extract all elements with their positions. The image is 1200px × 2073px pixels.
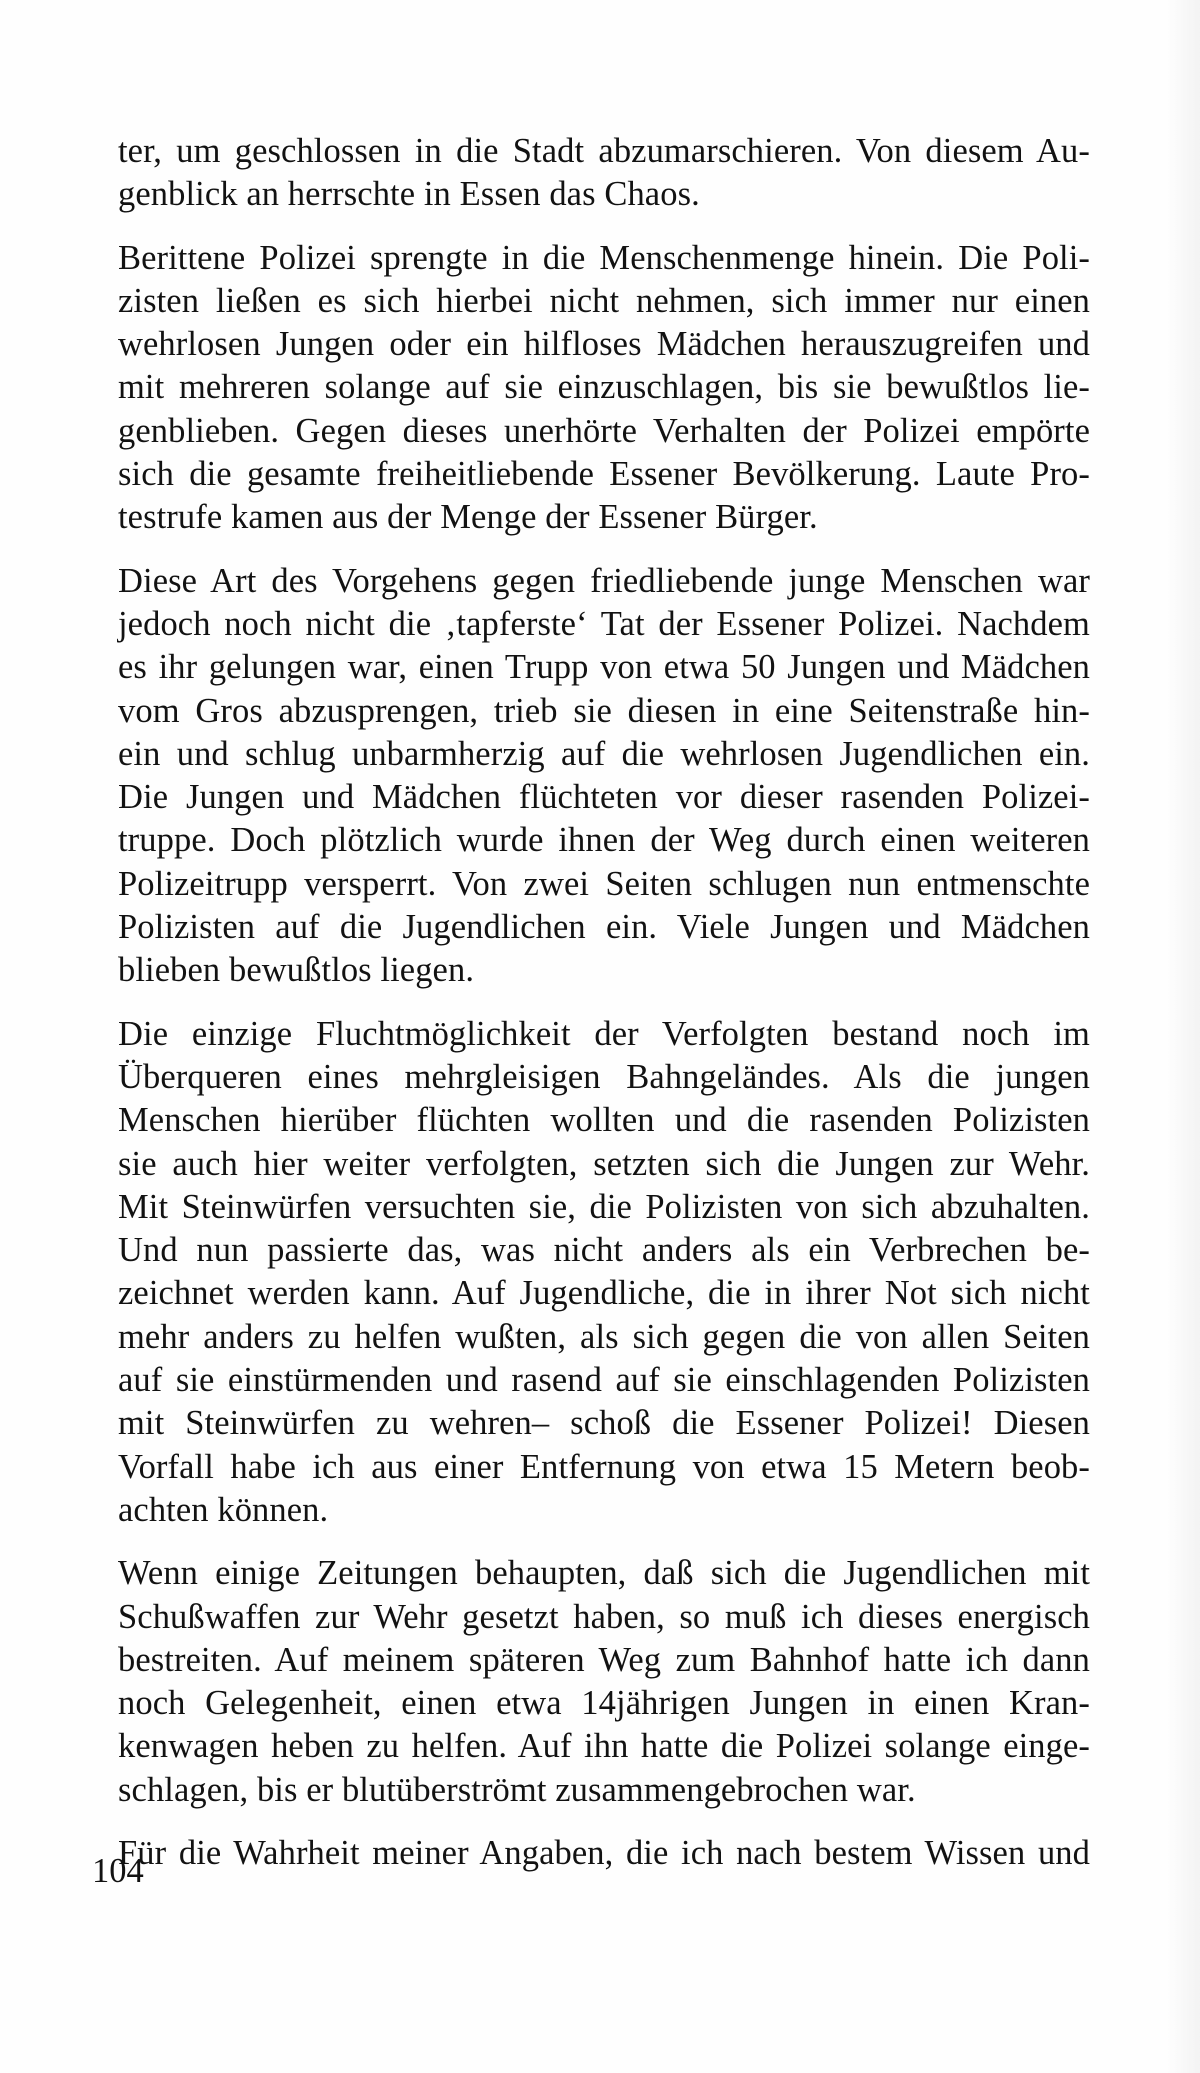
text-line: Polizeitrupp versperrt. Von zwei Seiten schlugen nun entmenschte (118, 864, 1090, 903)
page-number: 104 (92, 1852, 144, 1890)
text-line: kenwagen heben zu helfen. Auf ihn hatte die Polizei solange einge- (118, 1727, 1090, 1766)
text-line: Für die Wahrheit meiner Angaben, die ich nach bestem Wissen und (118, 1833, 1090, 1872)
text-line: genblieben. Gegen dieses unerhörte Verhalten der Polizei empörte (118, 411, 1090, 450)
text-line: Die Jungen und Mädchen flüchteten vor dieser rasenden Polizei- (118, 778, 1090, 817)
text-line: Die einzige Fluchtmöglichkeit der Verfolgten bestand noch im (118, 1014, 1090, 1053)
text-line: vom Gros abzusprengen, trieb sie diesen in eine Seitenstraße hin- (118, 691, 1090, 730)
text-line: zisten ließen es sich hierbei nicht nehmen, sich immer nur einen (118, 281, 1090, 320)
text-line: Diese Art des Vorgehens gegen friedliebende junge Menschen war (118, 561, 1090, 600)
text-line: ein und schlug unbarmherzig auf die wehrlosen Jugendlichen ein. (118, 734, 1090, 773)
paragraph (118, 1832, 1090, 1875)
text-line: sie auch hier weiter verfolgten, setzten sich die Jungen zur Wehr. (118, 1144, 1090, 1183)
text-line: ter, um geschlossen in die Stadt abzumarschieren. Von diesem Au- (118, 132, 1090, 170)
text-line: schlagen, bis er blutüberströmt zusammengebrochen war. (118, 1770, 916, 1809)
paragraph (118, 1013, 1090, 1533)
text-line: Polizisten auf die Jugendlichen ein. Viele Jungen und Mädchen (118, 908, 1090, 947)
page-edge-shading (1166, 0, 1200, 2073)
text-line: auf sie einstürmenden und rasend auf sie einschlagenden Polizisten (118, 1361, 1090, 1400)
text-line: testrufe kamen aus der Menge der Essener Bürger. (118, 498, 818, 537)
text-line: mehr anders zu helfen wußten, als sich gegen die von allen Seiten (118, 1317, 1090, 1356)
text-line: Schußwaffen zur Wehr gesetzt haben, so muß ich dieses energisch (118, 1597, 1090, 1636)
text-line: blieben bewußtlos liegen. (118, 951, 475, 990)
text-line: wehrlosen Jungen oder ein hilfloses Mädchen herauszugreifen und (118, 325, 1090, 364)
text-line: bestreiten. Auf meinem späteren Weg zum Bahnhof hatte ich dann (118, 1640, 1090, 1679)
text-line: jedoch noch nicht die ‚tapferste‘ Tat der Essener Polizei. Nachdem (118, 604, 1090, 643)
paragraph (118, 237, 1090, 540)
paragraph (118, 130, 1090, 217)
text-line: achten können. (118, 1490, 329, 1529)
text-line: zeichnet werden kann. Auf Jugendliche, die in ihrer Not sich nicht (118, 1274, 1090, 1313)
text-line: Vorfall habe ich aus einer Entfernung von etwa 15 Metern beob- (118, 1447, 1090, 1486)
text-line: Berittene Polizei sprengte in die Menschenmenge hinein. Die Poli- (118, 238, 1090, 277)
text-line: mit mehreren solange auf sie einzuschlagen, bis sie bewußtlos lie- (118, 368, 1090, 407)
text-line: Mit Steinwürfen versuchten sie, die Polizisten von sich abzuhalten. (118, 1187, 1090, 1226)
text-line: Menschen hierüber flüchten wollten und die rasenden Polizisten (118, 1101, 1090, 1140)
text-line: truppe. Doch plötzlich wurde ihnen der Weg durch einen weiteren (118, 821, 1090, 860)
text-line: genblick an herrschte in Essen das Chaos. (118, 175, 700, 214)
text-line: mit Steinwürfen zu wehren– schoß die Essener Polizei! Diesen (118, 1404, 1090, 1443)
text-line: sich die gesamte freiheitliebende Essener Bevölkerung. Laute Pro- (118, 455, 1090, 494)
paragraph (118, 560, 1090, 993)
text-line: Wenn einige Zeitungen behaupten, daß sich die Jugendlichen mit (118, 1554, 1090, 1593)
text-line: Und nun passierte das, was nicht anders als ein Verbrechen be- (118, 1231, 1090, 1270)
text-line: Überqueren eines mehrgleisigen Bahngeländes. Als die jungen (118, 1057, 1090, 1096)
text-line: es ihr gelungen war, einen Trupp von etwa 50 Jungen und Mädchen (118, 648, 1090, 687)
text-line: noch Gelegenheit, einen etwa 14jährigen Jungen in einen Kran- (118, 1684, 1090, 1723)
body-text (118, 130, 1090, 1875)
paragraph (118, 1552, 1090, 1812)
